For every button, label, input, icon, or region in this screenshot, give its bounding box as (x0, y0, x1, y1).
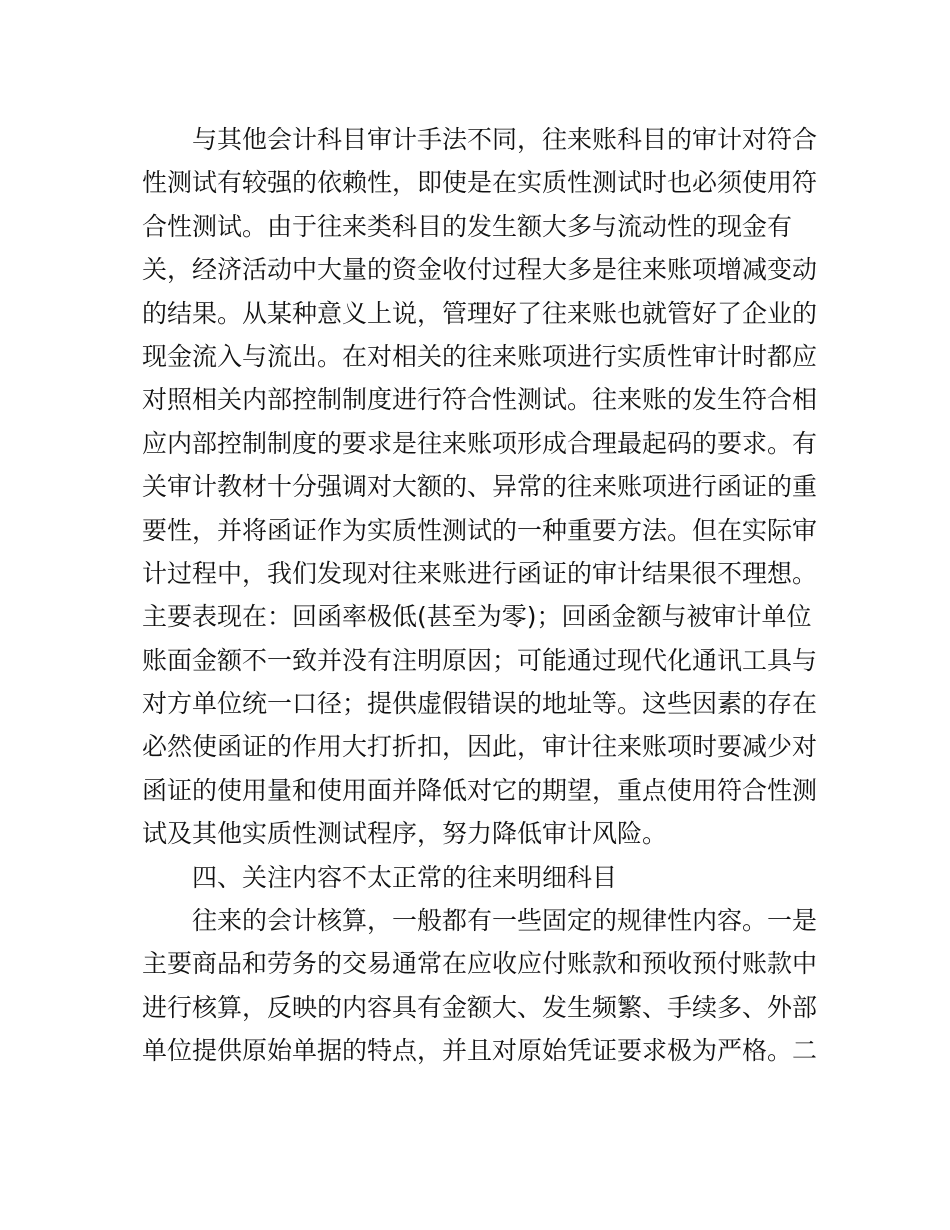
text-line: 主要表现在：回函率极低(甚至为零)；回函金额与被审计单位 (142, 602, 812, 632)
text-line: 与其他会计科目审计手法不同，往来账科目的审计对符合 (192, 125, 818, 154)
text-line: 关审计教材十分强调对大额的、异常的往来账项进行函证的重 (142, 472, 818, 502)
text-line: 关，经济活动中大量的资金收付过程大多是往来账项增减变动 (142, 255, 818, 285)
body-text (142, 118, 822, 1073)
text-line: 函证的使用量和使用面并降低对它的期望，重点使用符合性测 (142, 775, 818, 805)
text-line: 账面金额不一致并没有注明原因；可能通过现代化通讯工具与 (142, 645, 818, 675)
text-line: 要性，并将函证作为实质性测试的一种重要方法。但在实际审 (142, 515, 818, 545)
text-line: 应内部控制制度的要求是往来账项形成合理最起码的要求。有 (142, 428, 818, 458)
text-line: 性测试有较强的依赖性，即使是在实质性测试时也必须使用符 (142, 168, 818, 198)
text-line: 进行核算，反映的内容具有金额大、发生频繁、手续多、外部 (142, 992, 818, 1022)
text-line: 合性测试。由于往来类科目的发生额大多与流动性的现金有 (142, 211, 793, 241)
text-line: 现金流入与流出。在对相关的往来账项进行实质性审计时都应 (142, 341, 818, 371)
text-line: 必然使函证的作用大打折扣，因此，审计往来账项时要减少对 (142, 732, 818, 762)
text-line: 对照相关内部控制制度进行符合性测试。往来账的发生符合相 (142, 385, 818, 415)
text-line: 计过程中，我们发现对往来账进行函证的审计结果很不理想。 (142, 558, 818, 588)
section-heading: 四、关注内容不太正常的往来明细科目 (192, 862, 618, 892)
text-line: 的结果。从某种意义上说，管理好了往来账也就管好了企业的 (142, 298, 818, 328)
text-line: 往来的会计核算，一般都有一些固定的规律性内容。一是 (192, 906, 818, 936)
text-line: 对方单位统一口径；提供虚假错误的地址等。这些因素的存在 (142, 689, 818, 719)
text-line: 单位提供原始单据的特点，并且对原始凭证要求极为严格。二 (142, 1036, 818, 1066)
text-line: 主要商品和劳务的交易通常在应收应付账款和预收预付账款中 (142, 949, 818, 979)
text-line: 试及其他实质性测试程序，努力降低审计风险。 (142, 819, 668, 849)
